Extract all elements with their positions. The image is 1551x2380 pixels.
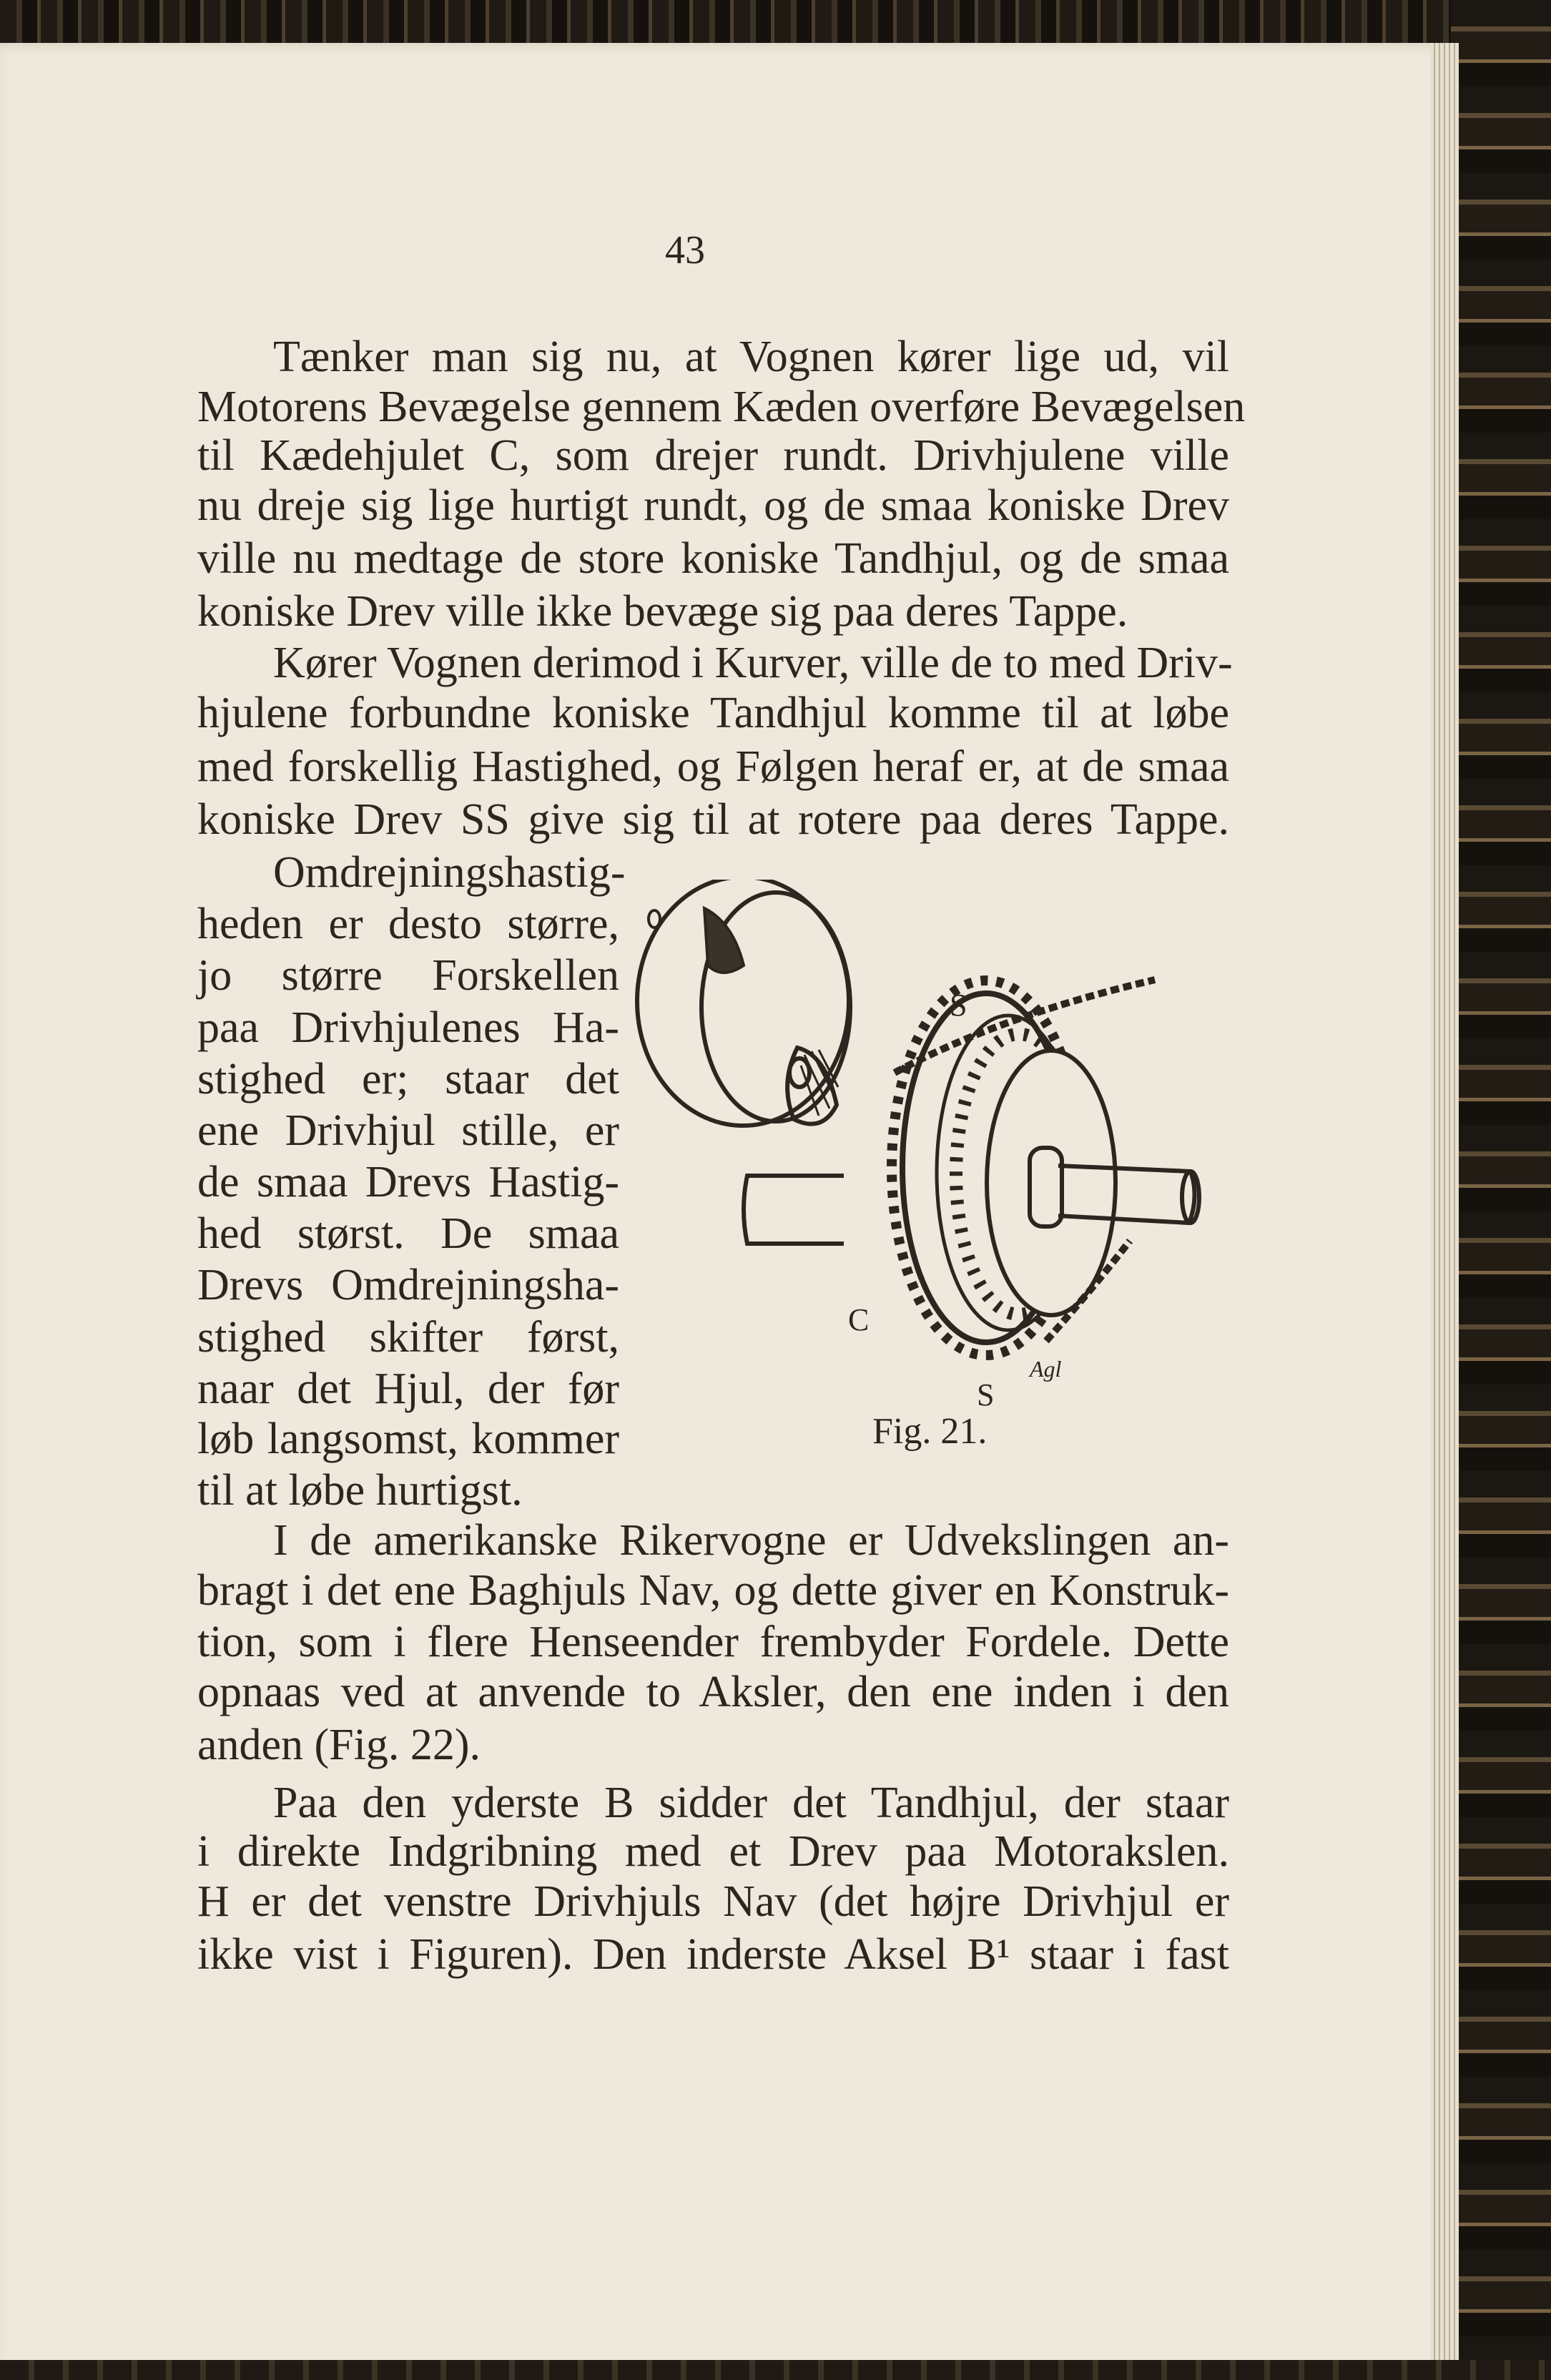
label-c: C (848, 1302, 870, 1337)
drum-illustration (637, 880, 850, 1126)
text-line: jo større Forskellen (197, 951, 619, 1000)
text-line: heden er desto større, (197, 900, 619, 948)
text-line: koniske Drev ville ikke bevæge sig paa deres Tappe. (197, 587, 1128, 636)
text-line: til at løbe hurtigst. (197, 1466, 523, 1515)
text-line: Motorens Bevægelse gennem Kæden overføre Bevægelsen (197, 383, 1246, 431)
text-line: Kører Vognen derimod i Kurver, ville de to med Driv- (273, 639, 1233, 687)
text-line: Tænker man sig nu, at Vognen kører lige ud, vil (273, 333, 1229, 381)
text-line: paa Drivhjulenes Ha- (197, 1003, 619, 1052)
text-line: ville nu medtage de store koniske Tandhjul, og de smaa (197, 534, 1229, 583)
label-s-bottom: S (977, 1377, 995, 1412)
text-line: H er det venstre Drivhjuls Nav (det højre Drivhjul er (197, 1877, 1229, 1926)
page-number: 43 (665, 228, 705, 272)
text-line: de smaa Drevs Hastig- (197, 1158, 619, 1206)
text-line: hjulene forbundne koniske Tandhjul komme til at løbe (197, 689, 1229, 737)
label-s-top: S (950, 988, 967, 1023)
text-line: løb langsomst, kommer (197, 1415, 619, 1463)
text-line: stighed skifter først, (197, 1313, 619, 1362)
text-line: naar det Hjul, der før (197, 1364, 619, 1413)
text-line: ene Drivhjul stille, er (197, 1106, 619, 1155)
figure-caption: Fig. 21. (872, 1411, 988, 1452)
text-line: Omdrejningshastig- (273, 848, 626, 897)
text-line: tion, som i flere Henseender frembyder Fordele. Dette (197, 1618, 1229, 1666)
text-line: bragt i det ene Baghjuls Nav, og dette giver en Konstruk- (197, 1566, 1229, 1615)
figure-21-differential-gear (629, 880, 1216, 1423)
shaft-left (744, 1176, 844, 1244)
text-line: stighed er; staar det (197, 1055, 619, 1103)
text-line: hed størst. De smaa (197, 1209, 619, 1258)
text-line: Drevs Omdrejningsha- (197, 1261, 619, 1309)
text-line: I de amerikanske Rikervogne er Udvekslingen an- (273, 1516, 1229, 1565)
text-line: ikke vist i Figuren). Den inderste Aksel B¹ staar i fast (197, 1930, 1229, 1979)
text-line: nu dreje sig lige hurtigt rundt, og de smaa koniske Drev (197, 481, 1229, 530)
text-line: med forskellig Hastighed, og Følgen heraf er, at de smaa (197, 742, 1229, 791)
text-line: koniske Drev SS give sig til at rotere paa deres Tappe. (197, 795, 1229, 844)
book-cover-bottom (0, 2360, 1551, 2380)
text-line: anden (Fig. 22). (197, 1721, 481, 1769)
book-cover-right (1451, 0, 1551, 2380)
text-line: til Kædehjulet C, som drejer rundt. Drivhjulene ville (197, 431, 1229, 480)
text-line: opnaas ved at anvende to Aksler, den ene inden i den (197, 1668, 1229, 1716)
text-line: i direkte Indgribning med et Drev paa Motorakslen. (197, 1827, 1229, 1876)
page-edges (1430, 43, 1459, 2380)
text-line: Paa den yderste B sidder det Tandhjul, der staar (273, 1779, 1229, 1827)
engraver-signature: Agl (1030, 1356, 1062, 1382)
